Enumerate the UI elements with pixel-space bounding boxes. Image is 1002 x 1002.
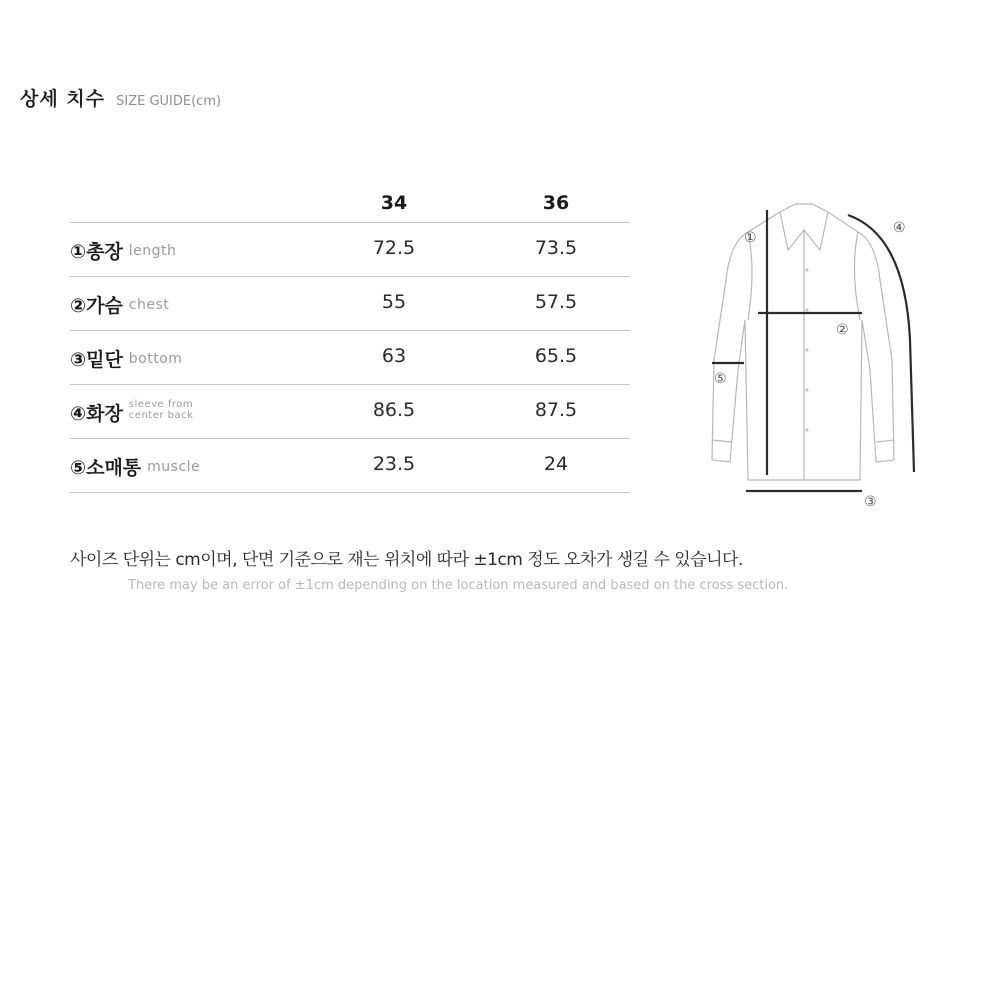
table-row-length xyxy=(70,223,630,277)
heading-title-ko: 상세 치수 xyxy=(20,88,106,110)
row-label-en: muscle xyxy=(147,458,201,475)
size-column-34: 34 xyxy=(380,192,408,214)
row-label-en: chest xyxy=(128,296,170,313)
marker-2: ② xyxy=(836,322,849,338)
measurement-lines xyxy=(712,210,914,491)
shirt-outline-icon xyxy=(712,204,894,480)
row-label xyxy=(70,291,169,318)
marker-3: ③ xyxy=(864,494,877,510)
marker-1: ① xyxy=(744,230,757,246)
row-label-en: length xyxy=(128,242,177,259)
value-cell: 72.5 xyxy=(372,237,416,259)
row-label xyxy=(70,453,200,480)
row-label-ko: ②가슴 xyxy=(70,295,123,317)
value-cell: 63 xyxy=(381,345,407,367)
size-table xyxy=(70,188,630,493)
measurement-note-en: There may be an error of ±1cm depending on the location measured and based on the cross section. xyxy=(128,578,789,593)
row-label-ko: ①총장 xyxy=(70,241,123,263)
marker-5: ⑤ xyxy=(714,371,727,387)
row-label-en-line2: center back xyxy=(128,409,194,421)
value-cell: 65.5 xyxy=(534,345,578,367)
value-cell: 57.5 xyxy=(534,291,578,313)
row-label-ko: ④화장 xyxy=(70,403,123,425)
shirt-measurement-diagram xyxy=(700,190,940,520)
row-label xyxy=(70,345,182,372)
row-label xyxy=(70,237,176,264)
row-label-ko: ⑤소매통 xyxy=(70,457,142,479)
value-cell: 24 xyxy=(543,453,569,475)
row-label xyxy=(70,399,193,426)
size-guide-heading xyxy=(20,84,221,111)
size-table-header xyxy=(70,188,630,223)
size-column-36: 36 xyxy=(542,192,570,214)
heading-title-en: SIZE GUIDE(cm) xyxy=(116,94,222,109)
button-dots xyxy=(806,269,809,432)
row-label-ko: ③밑단 xyxy=(70,349,123,371)
value-cell: 55 xyxy=(381,291,407,313)
table-row-bottom xyxy=(70,331,630,385)
row-label-en: bottom xyxy=(128,350,183,367)
table-row-sleeve xyxy=(70,385,630,439)
row-label-en-line1: sleeve from xyxy=(128,398,194,410)
value-cell: 86.5 xyxy=(372,399,416,421)
row-label-en xyxy=(129,399,194,421)
table-row-chest xyxy=(70,277,630,331)
value-cell: 73.5 xyxy=(534,237,578,259)
value-cell: 23.5 xyxy=(372,453,416,475)
marker-4: ④ xyxy=(893,220,906,236)
sleeve-measure-line xyxy=(848,215,914,472)
table-row-muscle xyxy=(70,439,630,493)
measurement-note-ko: 사이즈 단위는 cm이며, 단면 기준으로 재는 위치에 따라 ±1cm 정도 오차가 생길 수 있습니다. xyxy=(70,550,743,570)
value-cell: 87.5 xyxy=(534,399,578,421)
